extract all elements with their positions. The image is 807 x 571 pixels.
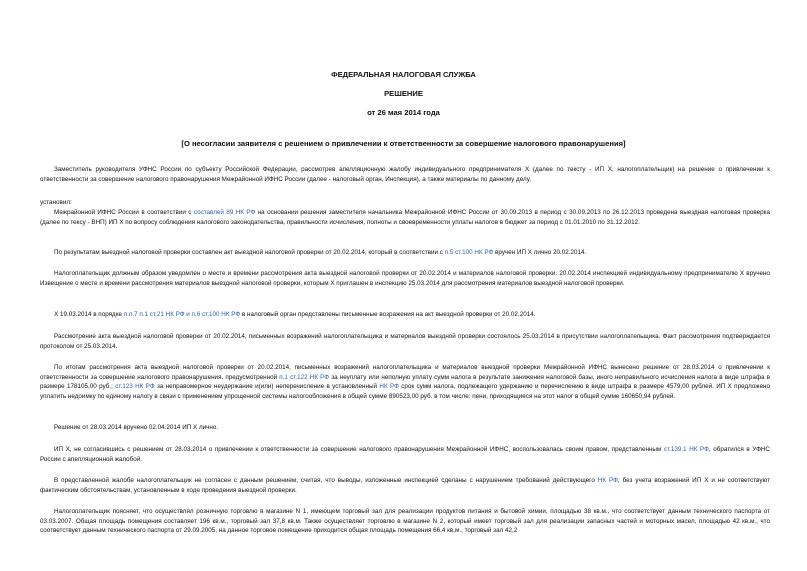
law-link[interactable]: составлей 89 НК РФ — [193, 209, 256, 216]
law-link[interactable]: п.5 ст.100 НК РФ — [444, 249, 494, 256]
paragraph-complaint: В представленной жалобе налогоплательщик не согласен с данным решением, считая, что выводы, изложенные инспекцией сделаны с нарушением требований действующего НК РФ, без учета возражений ИП Х и не соответствуют фактическим обстоятельствам, установленным в ходе проведения выездной проверки. — [40, 477, 770, 494]
paragraph-objections: Х 19.03.2014 в порядке п.п.7 п.1 ст.21 НК РФ и п.6 ст.100 НК РФ в налоговый орган представлены письменные возражения на акт выездной проверки от 20.02.2014. — [54, 311, 536, 318]
doc-type: РЕШЕНИЕ — [384, 89, 423, 98]
paragraph-decision: По итогам рассмотрения акта выездной налоговой проверки от 20.02.2014, письменных возражений налогоплательщика и материалов выездной проверки Межрайонной ИФНС вынесено решение от 28.03.2014 о привлечении к ответственности за совершение налогового правонарушения, предусмотренной п.1 ст.122 НК РФ за неуплату или неполную уплату сумм налога в результате занижения налоговой базы, иного неправильного исчисления налога в виде штрафа в размере 178105,00 руб.; ст.123 НК РФ за неправомерное неудержание и(или) неперечисление в установленный НК РФ срок сумм налога, подлежащего удержанию и перечислению в виде штрафа в размере 4579,00 рублей. ИП Х предложено уплатить недоимку по единому налогу в связи с применением упрощенной системы налогообложения в общей сумме 890523,00 руб. в том числе: пени, приходящиеся на этот налог в общей сумме 160650,94 рублей. — [40, 364, 770, 400]
doc-subject: [О несогласии заявителя с решением о привлечении к ответственности за совершение налогового правонарушения] — [181, 139, 626, 148]
paragraph-act: По результатам выездной налоговой проверки составлен акт выездной налоговой проверки от 20.02.2014, который в соответствии с п.5 ст.100 НК РФ вручен ИП Х лично 20.02.2014. — [54, 249, 587, 256]
paragraph-appeal: ИП Х, не согласившись с решением от 28.03.2014 о привлечении к ответственности за совершение налогового правонарушения Межрайонной ИФНС, воспользовалась своим правом, представленным ст.139.1 НК РФ, обратился в УФНС России с апелляционной жалобой. — [40, 446, 770, 463]
law-link[interactable]: ст.139.1 НК РФ — [663, 446, 709, 453]
paragraph-notification: Налогоплательщик должным образом уведомлен о месте и времени рассмотрения акта выездной налоговой проверки от 20.02.2014 и материалов налоговой проверки. 20.02.2014 инспекцией индивидуальному предпринимателю Х вручено Извещение о месте и времени рассмотрения материалов выездной налоговой проверки, которым Х приглашен в инспекцию 25.03.2014 для рассмотрения материалов выездной налоговой проверки. — [40, 270, 770, 287]
law-link[interactable]: НК РФ — [597, 477, 618, 484]
paragraph-explanation: Налогоплательщик поясняет, что осуществлял розничную торговлю в магазине N 1, имеющем торговый зал для реализации продуктов питания и бытовой химии, площадью 38 кв.м., что соответствует данным технического паспорта от 03.03.2007. Общая площадь помещения составляет 196 кв.м., торговый зал 37,8 кв.м. Также осуществляет торговлю в магазине N 2, который имеет торговый зал для реализации запасных частей и моторных масел, площадью 42 кв.м., что соответствует данным технического паспорта от 29.09.2005, на данное торговое помещение приходится общая площадь помещения 66,4 кв.м., торговый зал 42,2 — [40, 508, 770, 535]
doc-date: от 26 мая 2014 года — [367, 108, 440, 117]
law-link[interactable]: НК РФ — [379, 383, 399, 391]
law-link[interactable]: п.п.7 п.1 ст.21 НК РФ и п.6 ст.100 НК РФ — [123, 311, 241, 318]
law-link[interactable]: п.1 ст.122 НК РФ — [279, 373, 330, 381]
org-title: ФЕДЕРАЛЬНАЯ НАЛОГОВАЯ СЛУЖБА — [331, 70, 476, 79]
law-link[interactable]: ст.123 НК РФ — [115, 383, 155, 391]
paragraph-established: установил: — [40, 199, 72, 206]
paragraph-intro: Заместитель руководителя УФНС России по субъекту Российской Федерации, рассмотрев апелляционную жалобу индивидуального предпринимателя Х (далее по тексту - ИП Х, налогоплательщик) на решение о привлечении к ответственности за совершение налогового правонарушения Межрайонной ИФНС России (далее - налоговый орган, Инспекция), а также материалы по данному делу, — [40, 166, 770, 183]
paragraph-audit: Межрайонной ИФНС России в соответствии с составлей 89 НК РФ на основании решения заместителя начальника Межрайонной ИФНС России от 30.09.2013 в период с 30.09.2013 по 26.12.2013 проведена выездная налоговая проверка (далее по тексу - ВНП) ИП Х по вопросу соблюдения налогового законодательства, правильности исчисления, полноты и своевременности уплаты налогов в бюджет за период с 01.01.2010 по 31.12.2012. — [40, 209, 771, 226]
paragraph-delivered: Решение от 28.03.2014 вручено 02.04.2014 ИП Х лично. — [54, 424, 219, 431]
paragraph-review: Рассмотрение акта выездной налоговой проверки от 20.02.2014, письменных возражений налогоплательщика и материалов выездной проверки состоялось 25.03.2014 в присутствии налогоплательщика. Факт рассмотрения подтверждается протоколом от 25.03.2014. — [40, 333, 770, 350]
